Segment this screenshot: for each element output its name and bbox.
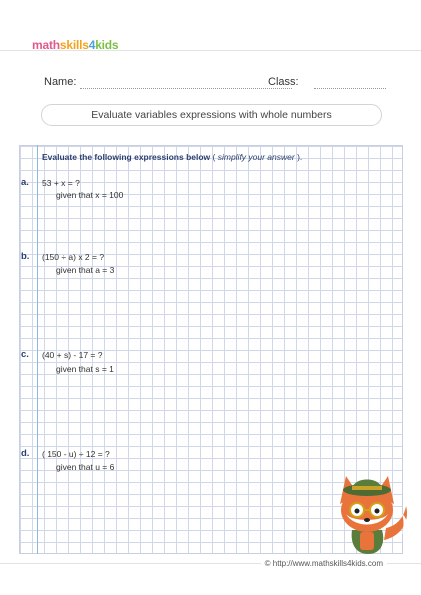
question-b-letter: b.: [21, 251, 30, 262]
logo-part-4: 4: [88, 38, 96, 52]
question-b-expression: (150 ÷ a) x 2 = ?: [42, 252, 105, 262]
instructions-open: (: [210, 152, 218, 162]
question-a-given: given that x = 100: [56, 190, 124, 200]
question-d-given: given that u = 6: [56, 462, 115, 472]
name-field-line[interactable]: [80, 88, 292, 89]
question-a-letter: a.: [21, 177, 29, 188]
logo-part-skills: skills: [59, 38, 89, 52]
question-b-given: given that a = 3: [56, 265, 115, 275]
class-field-line[interactable]: [314, 88, 386, 89]
question-c-expression: (40 + s) - 17 = ?: [42, 350, 103, 360]
footer-copyright[interactable]: © http://www.mathskills4kids.com: [261, 559, 387, 568]
question-c-given: given that s = 1: [56, 364, 114, 374]
worksheet-title: Evaluate variables expressions with whole numbers: [41, 104, 382, 126]
student-info-row: [44, 76, 389, 92]
margin-line: [37, 145, 38, 554]
question-d-expression: ( 150 - u) ÷ 12 = ?: [42, 449, 110, 459]
question-a-expression: 53 + x = ?: [42, 178, 80, 188]
instructions-close: ).: [294, 152, 303, 162]
instructions: [42, 152, 302, 162]
question-c-letter: c.: [21, 349, 29, 360]
logo-part-kids: kids: [95, 38, 119, 52]
instructions-hint: simplify your answer: [217, 152, 295, 162]
logo-part-math: math: [32, 38, 60, 52]
question-d-letter: d.: [21, 448, 30, 459]
instructions-main: Evaluate the following expressions below: [42, 152, 211, 162]
name-label: Name:: [44, 76, 77, 88]
class-label: Class:: [268, 76, 299, 88]
fox-mascot-icon: [322, 470, 412, 558]
site-logo: [32, 38, 118, 52]
